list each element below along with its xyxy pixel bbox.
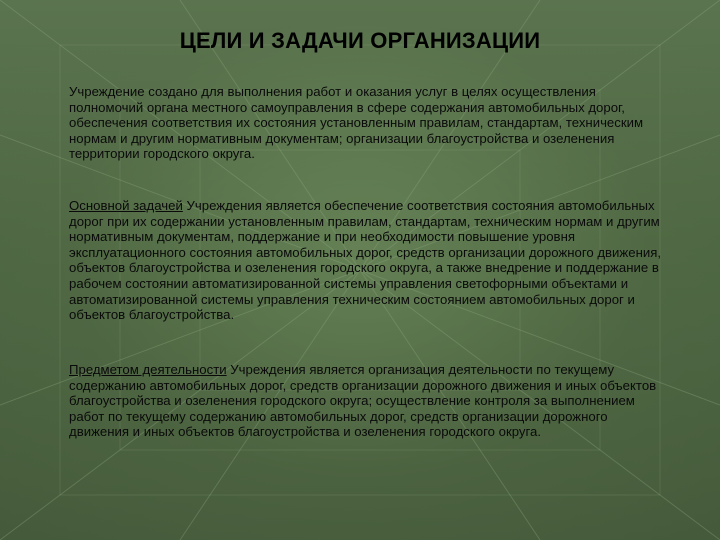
page-title: ЦЕЛИ И ЗАДАЧИ ОРГАНИЗАЦИИ: [179, 28, 541, 53]
paragraph-intro-text: Учреждение создано для выполнения работ и оказания услуг в целях осуществления полномочий органа местного самоуправления в сфере содержания автомобильных дорог, обеспечения соответствия их состояния установленным правилам, стандартам, техническим нормам и другим нормативным документам; организации благоустройства и озеленения территории городского округа.: [69, 84, 644, 162]
main-task-term: Основной задачей: [69, 198, 183, 213]
paragraph-main-task: [69, 198, 669, 323]
activity-subject-term: Предметом деятельности: [69, 362, 227, 377]
paragraph-intro: [69, 84, 669, 162]
paragraph-activity-subject: [69, 362, 669, 440]
activity-subject-text: Учреждения является организация деятельности по текущему содержанию автомобильных дорог, средств организации дорожного движения и иных объектов благоустройства и озеленения городского округа; осуществление контроля за выполнением работ по текущему содержанию автомобильных дорог, средств организации дорожного движения и иных объектов благоустройства и озеленения городского округа.: [69, 362, 657, 440]
main-task-text: Учреждения является обеспечение соответствия состояния автомобильных дорог при их содержании установленным правилам, стандартам, техническим нормам и другим нормативным документам, поддержание и при необходимости повышение уровня эксплуатационного состояния автомобильных дорог, средств организации дорожного движения, объектов благоустройства и озеленения городского округа, а также внедрение и поддержание в рабочем состоянии автоматизированной системы управления светофорными объектами и автоматизированной системы управления техническим состоянием автомобильных дорог и объектов благоустройства.: [69, 198, 662, 323]
